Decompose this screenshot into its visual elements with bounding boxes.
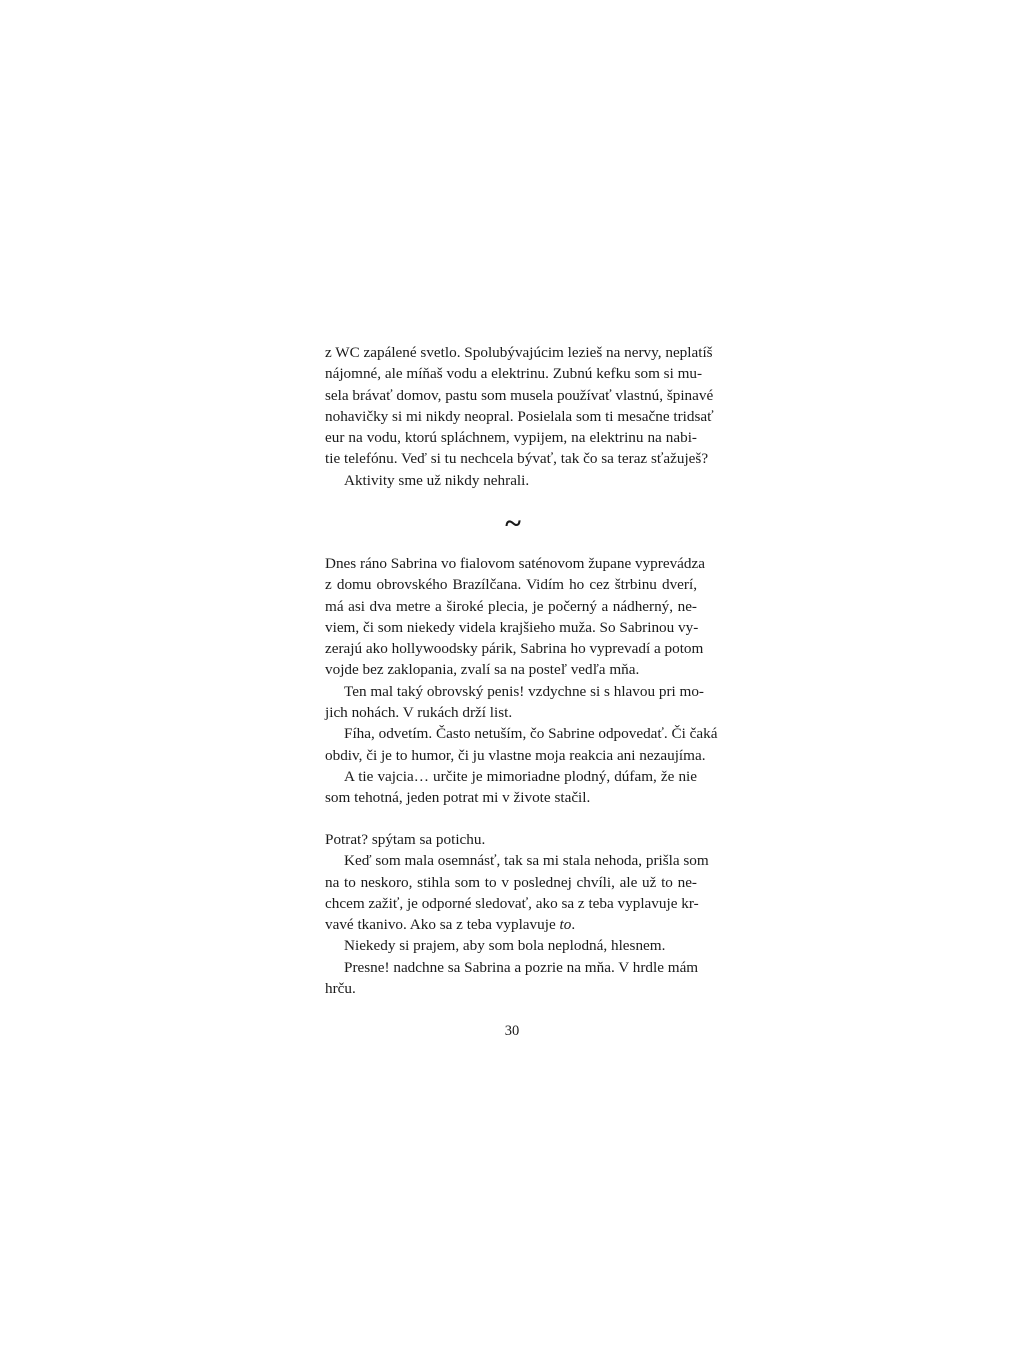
text-line: A tie vajcia… určite je mimoriadne plodný, dúfam, že nie: [344, 767, 697, 785]
text-line-with-italic: [325, 914, 697, 935]
text-line: som tehotná, jeden potrat mi v živote stačil.: [325, 789, 591, 807]
text-line: Niekedy si prajem, aby som bola neplodná, hlesnem.: [344, 937, 666, 955]
text-line: vojde bez zaklopania, zvalí sa na posteľ vedľa mňa.: [325, 661, 640, 679]
section-divider-tilde: [0, 509, 1024, 539]
page-number: 30: [504, 1023, 520, 1039]
text-line: zerajú ako hollywoodsky pár​ik, Sabrina ho vyprevadí a potom: [325, 640, 704, 658]
text-line: Presne! nadchne sa Sabrina a pozrie na mňa. V hrdle mám: [344, 958, 699, 976]
text-line: tie telefónu. Veď si tu nechcela bývať, tak čo sa teraz sťažuješ?: [325, 450, 709, 468]
text-line: na to neskoro, stihla som to v poslednej chvíli, ale už to ne-: [325, 873, 697, 891]
text-line: chcem zažiť, je odporné sledovať, ako sa z teba vyplavuje kr-: [325, 894, 699, 912]
text-line: Aktivity sme už nikdy nehrali.: [344, 471, 530, 489]
text-line: jich nohách. V rukách drží list.: [325, 704, 513, 722]
text-line: obdiv, či je to humor, či ju vlastne moja reakcia ani nezaujíma.: [325, 746, 706, 764]
text-line: Potrat? spýtam sa potichu.: [325, 831, 486, 848]
text-run: .: [571, 916, 576, 934]
text-line: Ten mal taký obrovský penis! vzdychne si s hlavou pri mo-: [344, 682, 704, 700]
text-line: Fíha, odvetím. Často netuším, čo Sabrine odpovedať. Či čaká: [344, 725, 718, 743]
text-line: nohavičky si mi nikdy neopral. Posielala som ti mesačne tridsať: [325, 407, 714, 425]
tilde-glyph: ~: [505, 507, 521, 540]
text-run: vavé tkanivo. Ako sa z teba vyplavuje: [325, 916, 560, 934]
text-line: má asi dva metre a široké plecia, je počerný a nádherný, ne-: [325, 597, 697, 615]
text-line: viem, či som niekedy videla krajšieho muža. So Sabrinou vy-: [325, 618, 699, 636]
text-line: z WC zapálené svetlo. Spolubývajúcim lezieš na nervy, neplatíš: [325, 344, 713, 361]
paragraph-block-1: [325, 342, 714, 491]
italic-word: to: [559, 916, 572, 934]
text-line: hrču.: [325, 980, 356, 998]
text-line: sela brávať domov, pastu som musela používať vlastnú, špinavé: [325, 386, 714, 404]
text-line: Dnes ráno Sabrina vo fialovom saténovom župane vyprevádza: [325, 555, 705, 572]
text-line: nájomné, ale míňaš vodu a elektrinu. Zubnú kefku som si mu-: [325, 365, 703, 383]
text-line: z domu obrovského Brazílčana. Vidím ho cez štrbinu dverí,: [325, 576, 697, 594]
paragraph-block-2: [325, 553, 718, 809]
text-line: eur na vodu, ktorú spláchnem, vypijem, na elektrinu na nabi-: [325, 429, 697, 447]
paragraph-block-3: [325, 829, 709, 999]
text-line: Keď som mala osemnásť, tak sa mi stala nehoda, prišla som: [344, 852, 709, 870]
